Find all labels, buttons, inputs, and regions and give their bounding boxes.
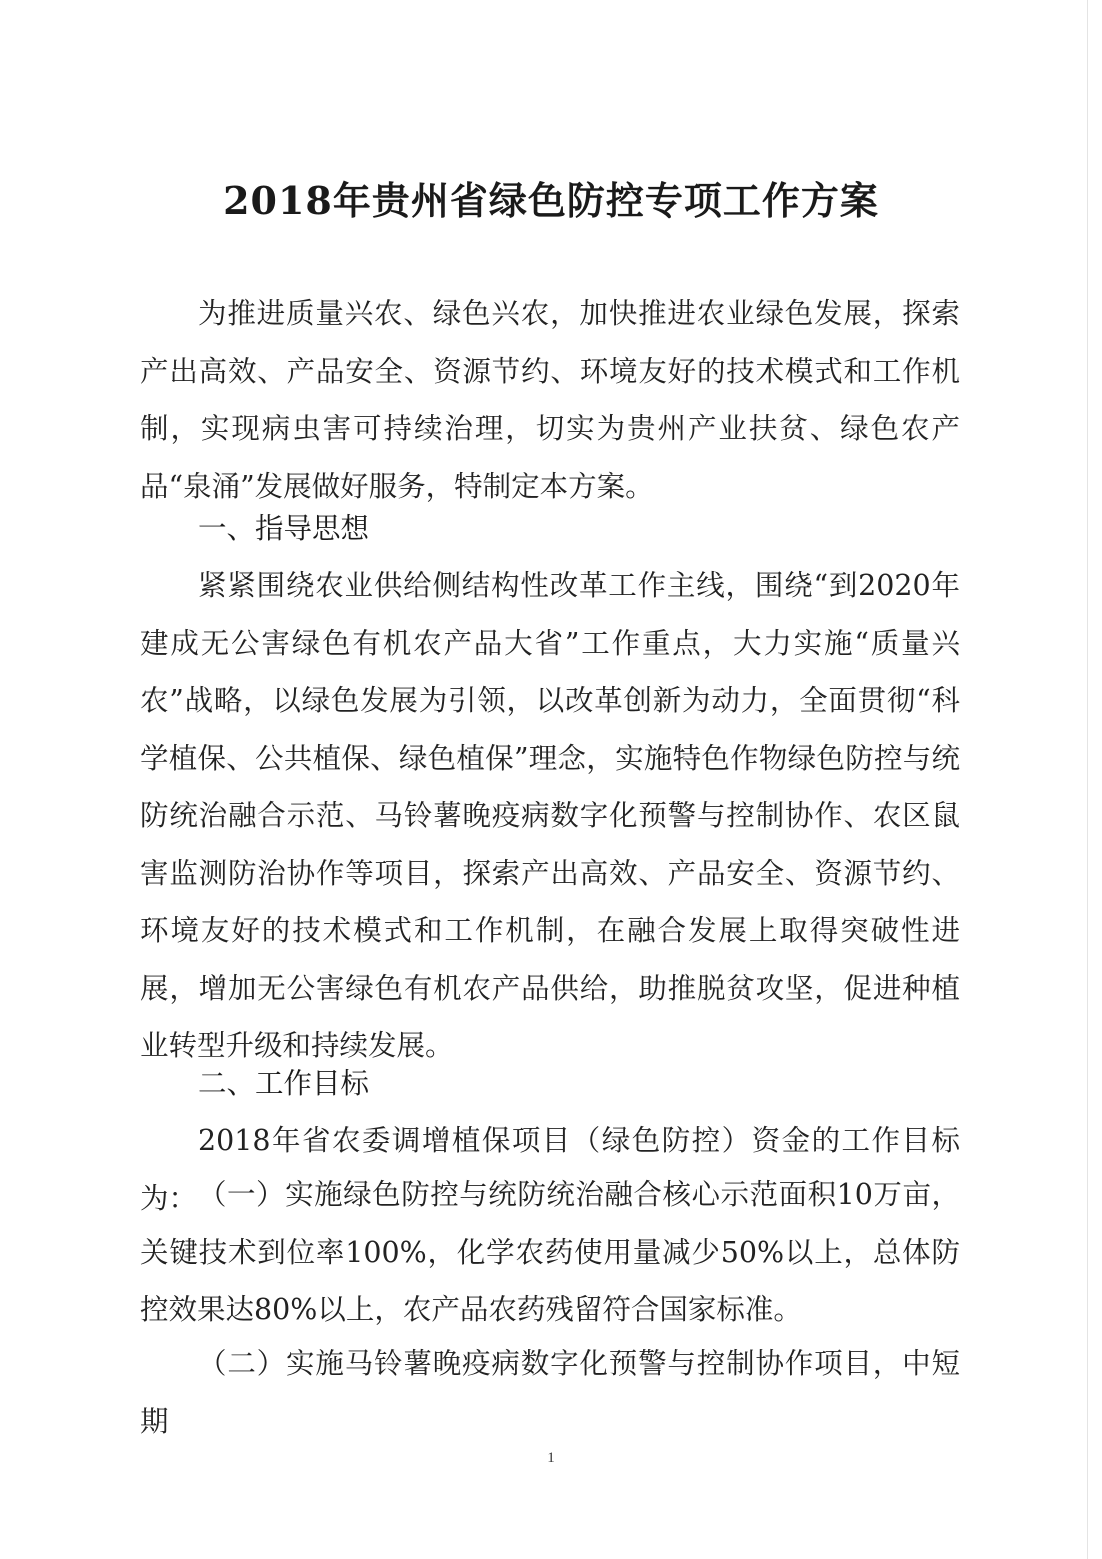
section-1-paragraph: 紧紧围绕农业供给侧结构性改革工作主线，围绕“到2020年建成无公害绿色有机农产品大省”工作重点，大力实施“质量兴农”战略，以绿色发展为引领，以改革创新为动力，全面贯彻“科学植保、公共植保、绿色植保”理念，实施特色作物绿色防控与统防统治融合示范、马铃薯晚疫病数字化预警与控制协作、农区鼠害监测防治协作等项目，探索产出高效、产品安全、资源节约、环境友好的技术模式和工作机制，在融合发展上取得突破性进展，增加无公害绿色有机农产品供给，助推脱贫攻坚，促进种植业转型升级和持续发展。: [140, 569, 960, 1062]
goal-item-1: （一）实施绿色防控与统防统治融合核心示范面积10万亩，关键技术到位率100%，化学农药使用量减少50%以上，总体防控效果达80%以上，农产品农药残留符合国家标准。: [140, 1178, 960, 1326]
page-number: 1: [547, 1450, 555, 1466]
section-1-heading: 一、指导思想: [198, 512, 370, 545]
document-title: 2018年贵州省绿色防控专项工作方案: [223, 178, 879, 223]
intro-paragraph: 为推进质量兴农、绿色兴农，加快推进农业绿色发展，探索产出高效、产品安全、资源节约、环境友好的技术模式和工作机制，实现病虫害可持续治理，切实为贵州产业扶贫、绿色农产品“泉涌”发展做好服务，特制定本方案。: [140, 297, 960, 503]
goal-item-2: （二）实施马铃薯晚疫病数字化预警与控制协作项目，中短期: [140, 1347, 960, 1438]
section-2-heading: 二、工作目标: [198, 1067, 370, 1100]
section-2-intro: 2018年省农委调增植保项目（绿色防控）资金的工作目标为：: [140, 1124, 960, 1215]
scan-edge-line: [1087, 0, 1088, 1559]
